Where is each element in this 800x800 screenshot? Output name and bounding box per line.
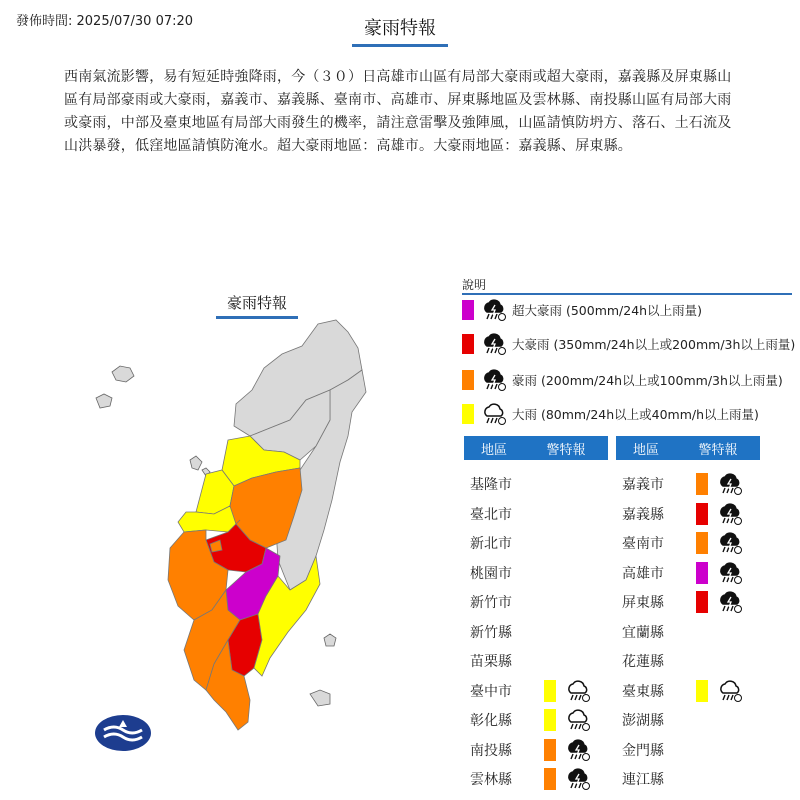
region-name: 臺南市 [622, 536, 664, 552]
region-name: 新北市 [470, 536, 512, 552]
thunder-rain-cloud-icon [564, 736, 592, 764]
thunder-rain-cloud-icon [716, 529, 744, 557]
region-name: 臺北市 [470, 506, 512, 523]
legend-swatch [462, 370, 474, 390]
table-row [470, 738, 592, 762]
table-row [470, 620, 534, 644]
page-title: 豪雨特報 [352, 14, 448, 47]
map-title: 豪雨特報 [216, 292, 298, 319]
region-name: 花蓮縣 [622, 654, 664, 670]
region-name: 基隆市 [470, 477, 512, 493]
rain-cloud-icon [564, 677, 592, 705]
thunder-rain-cloud-icon [716, 559, 744, 587]
region-name: 桃園市 [470, 565, 512, 582]
warning-swatch [696, 532, 708, 554]
region-name: 高雄市 [622, 565, 664, 582]
table-row [622, 531, 744, 555]
thunder-rain-cloud-icon [716, 588, 744, 616]
table-row [470, 590, 534, 614]
legend-label: 大雨 (80mm/24h以上或40mm/h以上雨量) [512, 407, 759, 422]
island-penghu [190, 456, 202, 470]
island-green [324, 634, 336, 646]
warning-swatch [544, 680, 556, 702]
legend-label: 超大豪雨 (500mm/24h以上雨量) [512, 303, 702, 318]
table-row [622, 590, 744, 614]
region-name: 嘉義市 [622, 477, 664, 493]
island-kinmen [96, 394, 112, 408]
region-name: 連江縣 [622, 772, 664, 788]
region-name: 南投縣 [470, 742, 512, 759]
table-row [622, 708, 686, 732]
table-row [470, 502, 534, 526]
thunder-rain-cloud-icon [716, 470, 744, 498]
region-column-header: 地區 [632, 442, 659, 458]
table-row [470, 708, 592, 732]
warning-description: 西南氣流影響，易有短延時強降雨，今（３０）日高雄市山區有局部大豪雨或超大豪雨，嘉義縣及屏東縣山區有局部豪雨或大豪雨，嘉義市、嘉義縣、臺南市、高雄市、屏東縣地區及雲林縣、南投縣山區有局部大雨或豪雨，中部及臺東地區有局部大雨發生的機率，請注意雷擊及強陣風，山區請慎防坍方、落石、土石流及山洪暴發，低窪地區請慎防淹水。超大豪雨地區：高雄市。大豪雨地區：嘉義縣、屏東縣。 [64, 69, 732, 154]
table-row [470, 649, 534, 673]
region-name: 新竹縣 [470, 624, 512, 641]
region-name: 苗栗縣 [470, 654, 512, 670]
legend-heading: 說明 [462, 278, 487, 292]
legend-swatch [462, 300, 474, 320]
table-row [622, 472, 744, 496]
table-row [622, 502, 744, 526]
table-row [622, 738, 686, 762]
region-name: 彰化縣 [470, 713, 512, 729]
warning-swatch [544, 739, 556, 761]
thunder-rain-cloud-icon [480, 330, 508, 358]
region-name: 金門縣 [622, 742, 664, 759]
thunder-rain-cloud-icon [480, 366, 508, 394]
warning-swatch [544, 768, 556, 790]
region-column-header: 地區 [480, 442, 507, 458]
rain-cloud-icon [480, 400, 508, 428]
region-name: 新竹市 [470, 595, 512, 611]
warning-swatch [544, 709, 556, 731]
taiwan-warning-map [80, 300, 460, 760]
table-row [470, 531, 534, 555]
warning-column-header: 警特報 [546, 442, 586, 458]
legend-label: 大豪雨 (350mm/24h以上或200mm/3h以上雨量) [512, 337, 796, 352]
table-row [622, 561, 744, 585]
region-name: 嘉義縣 [622, 506, 664, 523]
legend-swatch [462, 334, 474, 354]
region-name: 雲林縣 [470, 772, 512, 788]
thunder-rain-cloud-icon [564, 765, 592, 793]
warning-swatch [696, 680, 708, 702]
warning-column-header: 警特報 [698, 442, 738, 458]
thunder-rain-cloud-icon [480, 296, 508, 324]
issue-time: 發佈時間: 2025/07/30 07:20 [16, 14, 194, 29]
region-name: 臺東縣 [622, 683, 664, 700]
region-name: 臺中市 [470, 683, 512, 700]
warning-swatch [696, 503, 708, 525]
legend-swatch [462, 404, 474, 424]
island-orchid [310, 690, 330, 706]
legend-label: 豪雨 (200mm/24h以上或100mm/3h以上雨量) [512, 373, 783, 388]
legend-item [462, 330, 795, 358]
table-header-left [464, 436, 608, 460]
rain-cloud-icon [564, 706, 592, 734]
cwa-logo-icon [94, 714, 152, 752]
region-name: 屏東縣 [622, 595, 664, 611]
table-row [622, 620, 686, 644]
table-header-right [616, 436, 760, 460]
table-row [622, 767, 686, 791]
legend-divider [462, 293, 792, 295]
table-row [470, 472, 534, 496]
table-row [470, 679, 592, 703]
table-row [470, 561, 534, 585]
region-name: 澎湖縣 [622, 713, 664, 729]
thunder-rain-cloud-icon [716, 500, 744, 528]
warning-swatch [696, 562, 708, 584]
legend-item [462, 366, 783, 394]
warning-swatch [696, 591, 708, 613]
warning-swatch [696, 473, 708, 495]
table-row [470, 767, 592, 791]
rain-cloud-icon [716, 677, 744, 705]
legend-item [462, 400, 759, 428]
legend-item [462, 296, 702, 324]
region-name: 宜蘭縣 [622, 624, 664, 641]
island-matsu [112, 366, 134, 382]
table-row [622, 649, 686, 673]
table-row [622, 679, 744, 703]
